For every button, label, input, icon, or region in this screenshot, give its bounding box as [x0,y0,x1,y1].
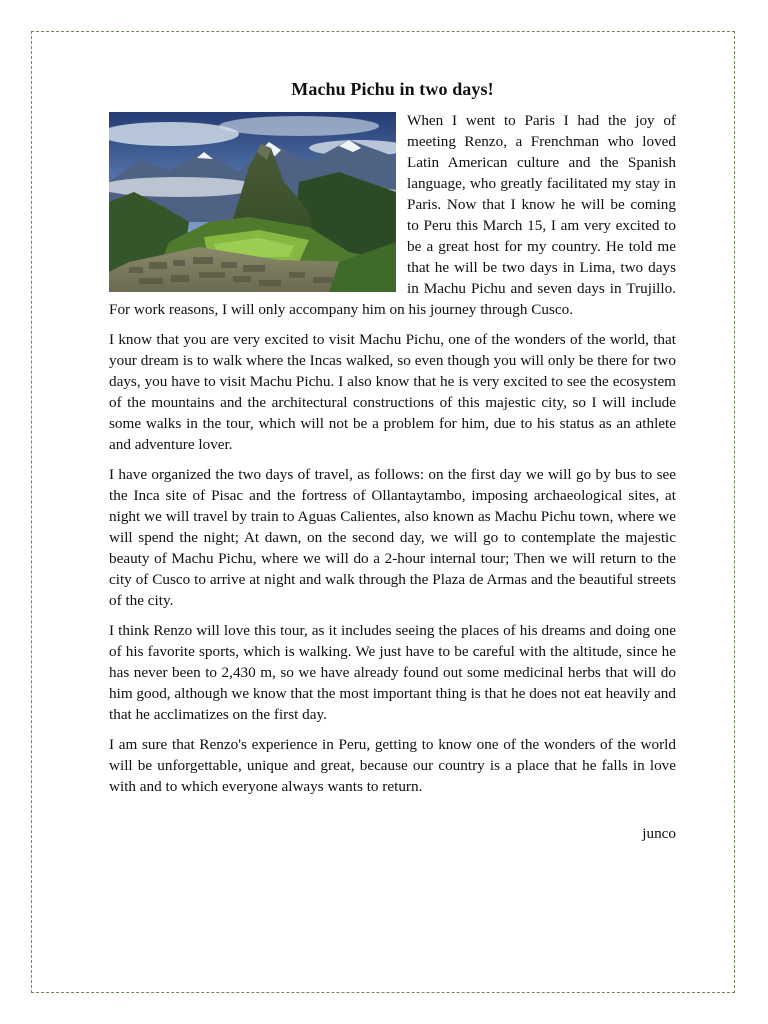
paragraph-4: I think Renzo will love this tour, as it includes seeing the places of his dreams and doing one of his favorite sports, which is walking. We just have to be careful with the altitude, since he has never been to 2,430 m, so we have already found out some medicinal herbs that will do him good, although we know that the most important thing is that he does not eat heavily and that he acclimatizes on the first day. [109,622,676,723]
paragraph-1: When I went to Paris I had the joy of meeting Renzo, a Frenchman who loved Latin American culture and the Spanish language, who greatly facilitated my stay in Paris. Now that I know he will be coming to Peru this March 15, I am very excited to be a great host for my country. He told me that he will be two days in Lima, two days in Machu Pichu and seven days in Trujillo. For work reasons, I will only accompany him on his journey through Cusco. [109,112,676,318]
machu-picchu-photo [109,112,396,292]
paragraph-5: I am sure that Renzo's experience in Peru, getting to know one of the wonders of the world will be unforgettable, unique and great, because our country is a place that he falls in love with and to which everyone always wants to return. [109,736,676,795]
document-body [109,76,676,844]
paragraph-3: I have organized the two days of travel, as follows: on the first day we will go by bus to see the Inca site of Pisac and the fortress of Ollantaytambo, imposing archaeological sites, at night we will travel by train to Aguas Calientes, also known as Machu Pichu town, where we will spend the night; At dawn, on the second day, we will go to contemplate the majestic beauty of Machu Pichu, where we will do a 2-hour internal tour; Then we will return to the city of Cusco to arrive at night and walk through the Plaza de Armas and the beautiful streets of the city. [109,466,676,609]
author-signature: junco [642,825,676,842]
paragraph-2: I know that you are very excited to visit Machu Pichu, one of the wonders of the world, that your dream is to walk where the Incas walked, so even though you will only be there for two days, you have to visit Machu Pichu. I also know that he is very excited to see the ecosystem of the mountains and the architectural constructions of this majestic city, so I will include some walks in the tour, which will not be a problem for him, due to his status as an athlete and adventure lover. [109,331,676,453]
machu-picchu-illustration [109,112,396,292]
document-title: Machu Pichu in two days! [291,79,494,99]
